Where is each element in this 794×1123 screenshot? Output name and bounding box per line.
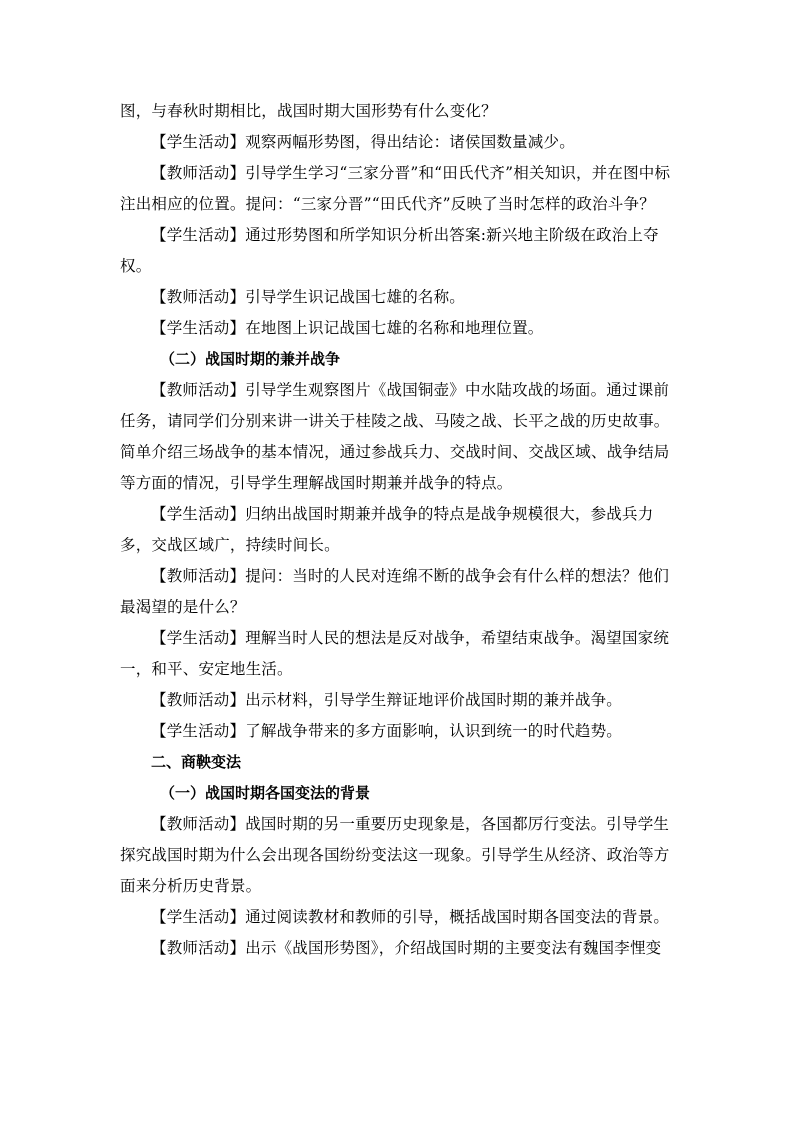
paragraph: 【学生活动】理解当时人民的想法是反对战争，希望结束战争。渴望国家统一，和平、安定地生活。 bbox=[120, 629, 670, 678]
section-heading: 二、商鞅变法 bbox=[151, 753, 242, 771]
paragraph: 【教师活动】出示《战国形势图》，介绍战国时期的主要变法有魏国李悝变 bbox=[151, 939, 662, 957]
section-heading: （一）战国时期各国变法的背景 bbox=[160, 784, 371, 802]
paragraph: 【教师活动】提问：当时的人民对连绵不断的战争会有什么样的想法？他们最渴望的是什么？ bbox=[120, 567, 670, 616]
paragraph: 【学生活动】在地图上识记战国七雄的名称和地理位置。 bbox=[151, 319, 544, 337]
paragraph: 【教师活动】引导学生识记战国七雄的名称。 bbox=[151, 288, 466, 306]
paragraph: 【学生活动】了解战争带来的多方面影响，认识到统一的时代趋势。 bbox=[151, 722, 623, 740]
document-body bbox=[120, 96, 680, 964]
paragraph: 【学生活动】通过阅读教材和教师的引导，概括战国时期各国变法的背景。 bbox=[151, 908, 670, 926]
paragraph: 【教师活动】战国时期的另一重要历史现象是，各国都厉行变法。引导学生探究战国时期为什么会出现各国纷纷变法这一现象。引导学生从经济、政治等方面来分析历史背景。 bbox=[120, 815, 670, 895]
paragraph: 【学生活动】归纳出战国时期兼并战争的特点是战争规模很大，参战兵力多，交战区域广，持续时间长。 bbox=[120, 505, 654, 554]
paragraph: 【教师活动】引导学生学习“三家分晋”和“田氏代齐”相关知识，并在图中标注出相应的位置。提问：“三家分晋”“田氏代齐”反映了当时怎样的政治斗争？ bbox=[120, 164, 671, 213]
paragraph: 【学生活动】观察两幅形势图，得出结论：诸侯国数量减少。 bbox=[151, 133, 575, 151]
paragraph: 【教师活动】引导学生观察图片《战国铜壶》中水陆攻战的场面。通过课前任务，请同学们分别来讲一讲关于桂陵之战、马陵之战、长平之战的历史故事。简单介绍三场战争的基本情况，通过参战兵力、交战时间、交战区域、战争结局等方面的情况，引导学生理解战国时期兼并战争的特点。 bbox=[120, 381, 670, 492]
paragraph: 图，与春秋时期相比，战国时期大国形势有什么变化？ bbox=[120, 102, 497, 120]
paragraph: 【教师活动】出示材料，引导学生辩证地评价战国时期的兼并战争。 bbox=[151, 691, 623, 709]
paragraph: 【学生活动】通过形势图和所学知识分析出答案:新兴地主阶级在政治上夺权。 bbox=[120, 226, 659, 275]
section-heading: （二）战国时期的兼并战争 bbox=[160, 350, 341, 368]
